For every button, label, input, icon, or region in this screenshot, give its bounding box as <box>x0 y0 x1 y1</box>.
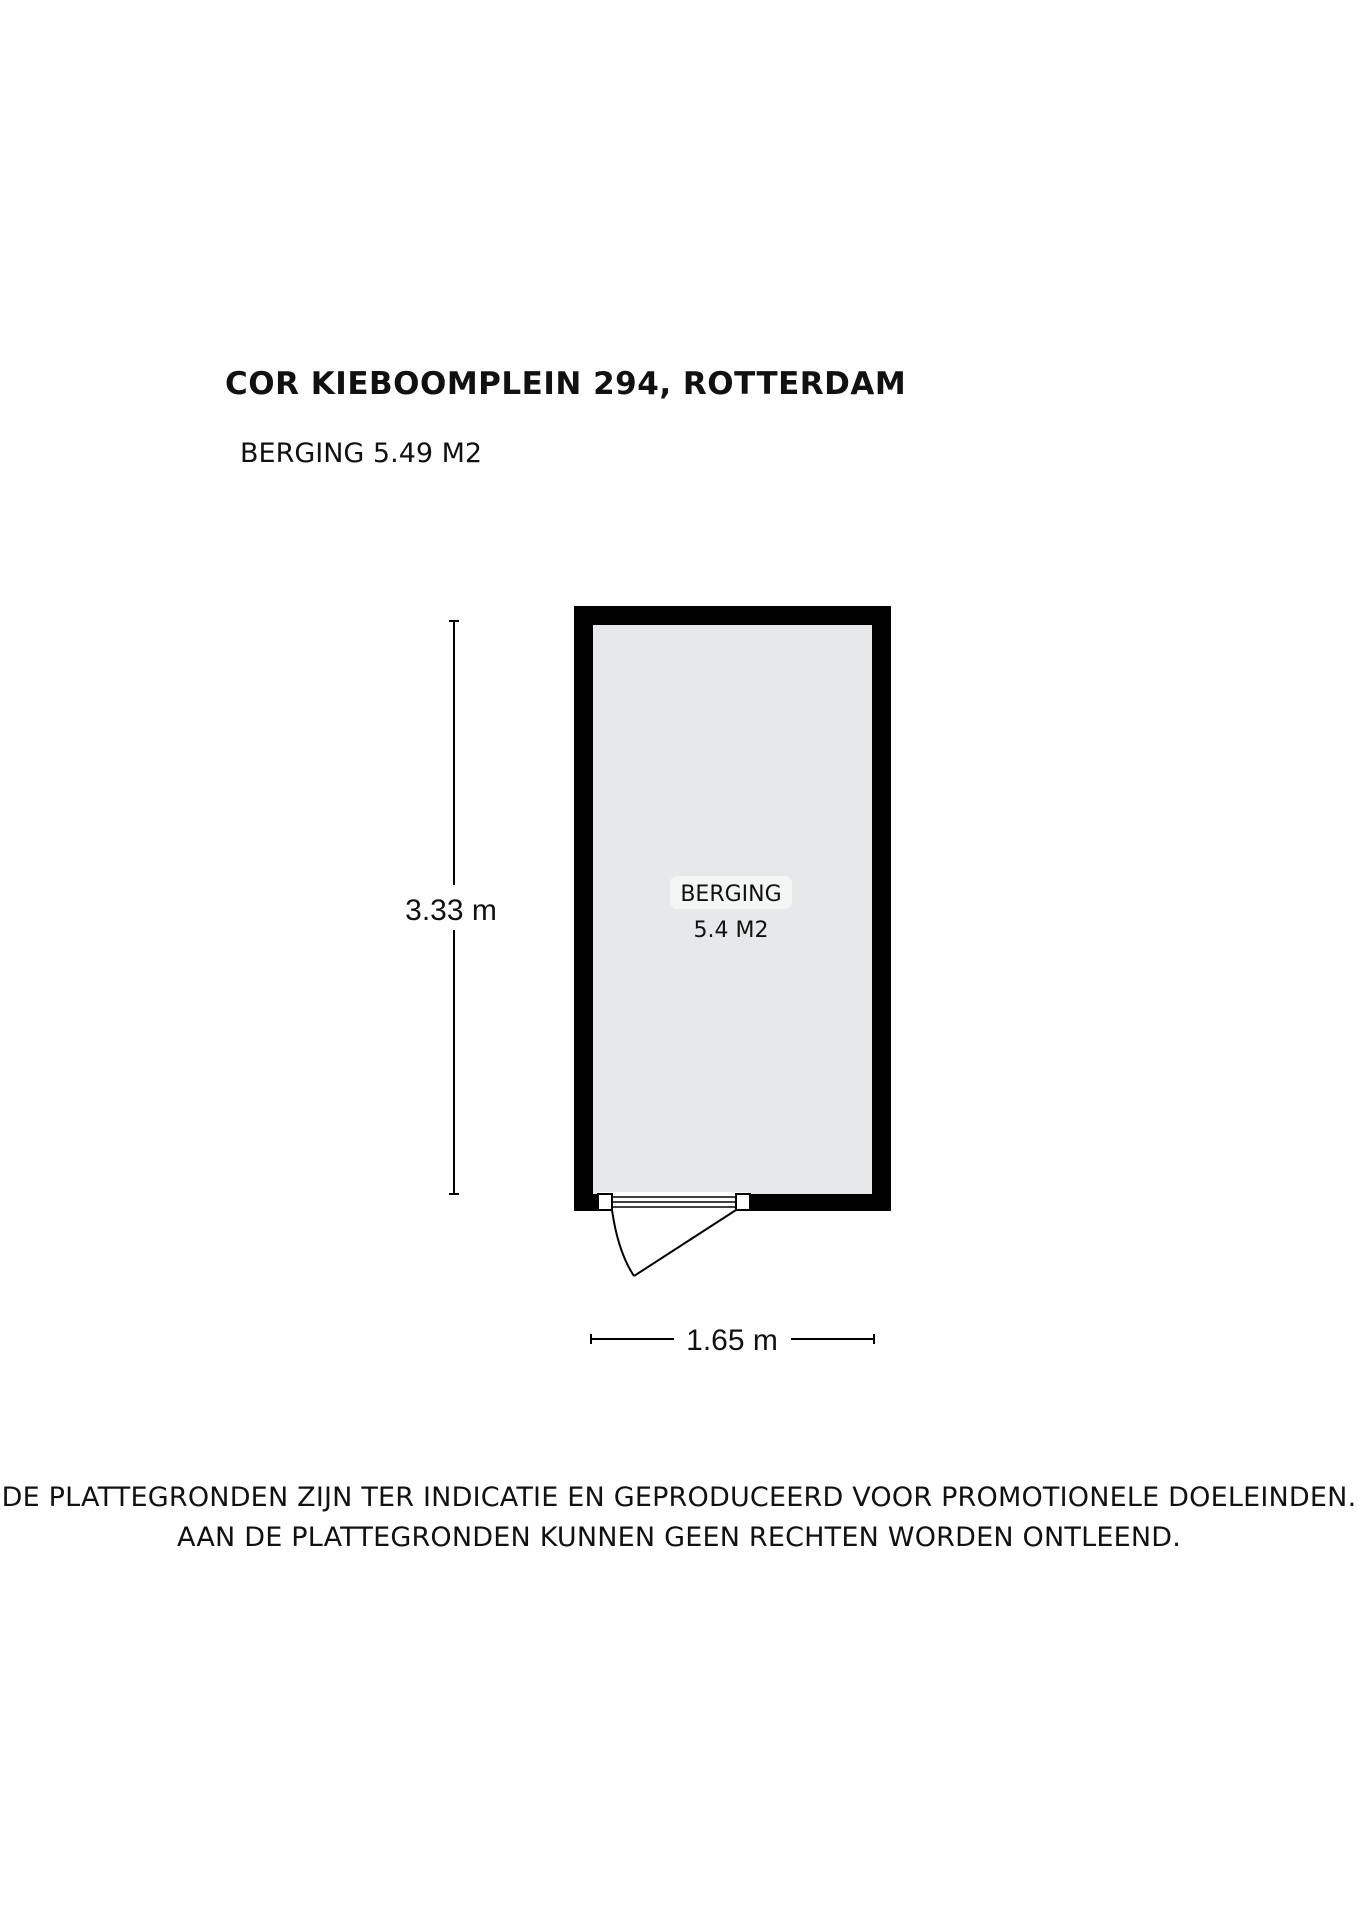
room-name: BERGING <box>680 882 782 907</box>
page-title: COR KIEBOOMPLEIN 294, ROTTERDAM <box>225 366 907 402</box>
height-label: 3.33 m <box>405 894 497 927</box>
disclaimer <box>0 1478 1358 1558</box>
width-label: 1.65 m <box>686 1324 778 1357</box>
page-subtitle: BERGING 5.49 M2 <box>240 438 483 469</box>
disclaimer-line-1: DE PLATTEGRONDEN ZIJN TER INDICATIE EN GEPRODUCEERD VOOR PROMOTIONELE DOELEINDEN. <box>1 1482 1357 1513</box>
room-area: 5.4 M2 <box>693 918 769 943</box>
disclaimer-line-2: AAN DE PLATTEGRONDEN KUNNEN GEEN RECHTEN WORDEN ONTLEEND. <box>176 1522 1182 1553</box>
door-icon <box>598 1194 750 1276</box>
room-floor <box>593 625 872 1194</box>
